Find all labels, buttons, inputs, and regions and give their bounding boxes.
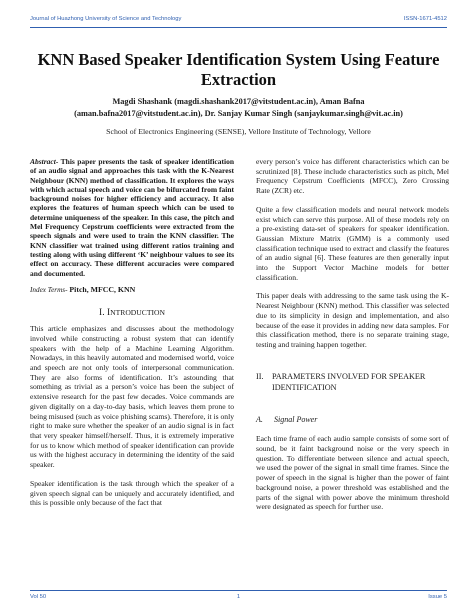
header-rule [30,27,447,28]
section-1-title-rest: NTRODUCTION [110,307,165,317]
left-column [30,157,234,517]
section-1-heading [30,308,234,319]
right-paragraph-2: Quite a few classification models and neural network models exist which can serve this purpose. All of these models rely on a pre-existing data-set of speakers for speaker identification. Gaussian Mixture Matrix (GMM) is a commonly used classification technique used to extract and classify the features of an audio signal [6]. These features are then generally input into the Support Vector Machine models for better classification. [256,204,449,282]
author-block [30,96,447,119]
section-2-number: II. [256,371,264,381]
right-paragraph-3: This paper deals with addressing to the same task using the K-Nearest Neighbour (KNN) method. This classifier was selected due to its simplicity in design and implementation, and also because of the ease it provides in adding new data samples. For this classification method, there is no separate training stage, testing and training happen together. [256,291,449,349]
issn: ISSN-1671-4512 [403,16,447,22]
volume: Vol 50 [30,594,47,600]
section-1-number: I. [99,307,105,318]
abstract-label: Abstract- [30,157,59,166]
running-footer [30,594,447,604]
index-terms-label: Index Terms- [30,285,68,294]
footer-rule [30,590,447,591]
subsection-a-title: Signal Power [274,414,318,424]
section-2-title: PARAMETERS INVOLVED FOR SPEAKER IDENTIFICATION [272,371,426,392]
signal-power-paragraph: Each time frame of each audio sample consists of some sort of sound, be it faint background noise or the very speech in question. To differentiate between silence and actual speech, we used the power of the signal in small time frames. Since the power of speech in the signal is higher than the power of faint background noise, a power threshold was established and the parts of the signal with power above the minimum threshold were designated as speech for further use. [256,434,449,512]
abstract [30,157,234,278]
right-column [256,157,449,521]
section-1-first-letter: I [106,307,111,318]
journal-name: Journal of Huazhong University of Science and Technology [30,16,182,22]
authors-line-2: (aman.bafna2017@vitstudent.ac.in), Dr. Sanjay Kumar Singh (sanjaykumar.singh@vit.ac.in) [74,108,403,118]
section-2-heading [256,371,449,393]
affiliation: School of Electronics Engineering (SENSE), Vellore Institute of Technology, Vellore [106,127,371,136]
index-terms-value: Pitch, MFCC, KNN [69,284,136,294]
abstract-text: This paper presents the task of speaker identification of an audio signal and approaches this task with the K-Nearest Neighbour (KNN) method of classification. It explores the ways with which actual speech and voice can be bifurcated from faint background noises for higher efficiency and accuracy. It also explores the features of human speech which can be used to determine uniqueness of the speaker. In this case, the pitch and Mel Frequency Cepstrum coefficients were extracted from the speech signals and were used to train the KNN classifier. The KNN classifier wat trained using different ratios training and testing along with using different ‘K’ neighbour values to see its effect on accuracy. These different accuracies were compared and documented. [30,157,234,278]
subsection-a-number: A. [256,414,263,424]
issue: Issue 5 [428,594,447,600]
right-paragraph-1: every person’s voice has different characteristics which can be scrutinized [8]. These include characteristics such as pitch, Mel Frequency Cepstrum Coefficients (MFCC), Zero Crossing Rate (ZCR) etc. [256,157,449,196]
subsection-a-heading [256,415,449,425]
authors-line-1: Magdi Shashank (magdi.shashank2017@vitstudent.ac.in), Aman Bafna [112,97,365,106]
page-number: 1 [236,594,241,600]
intro-paragraph-2: Speaker identification is the task through which the speaker of a given speech signal can be uniquely and accurately identified, and this is possible only because of the fact that [30,478,234,508]
intro-paragraph-1: This article emphasizes and discusses about the methodology involved while constructing a robust system that can identify speakers with the help of a Machine Learning Algorithm. Nowadays, in this heavily automated and modernised world, voice and speech are not only tools of interpersonal communication. They are also forms of identification. It’s astounding that something as trivial as a person’s voice has been the subject of extensive research for the past few decades. Voice commands are given digitally on a day-to-day basis, which leaves them prone to being misused (such as voice phishing scams). Therefore, it is only right to make sure whether the speaker of an audio signal is in fact that very speaker himself/herself. Thus, it is extremely imperative for us to know which method of speaker identification can provide us with the highest accuracy in determining the identity of the said speaker. [30,324,234,470]
running-header [30,16,447,26]
paper-title: KNN Based Speaker Identification System Using Feature Extraction [37,50,440,89]
index-terms [30,285,234,296]
